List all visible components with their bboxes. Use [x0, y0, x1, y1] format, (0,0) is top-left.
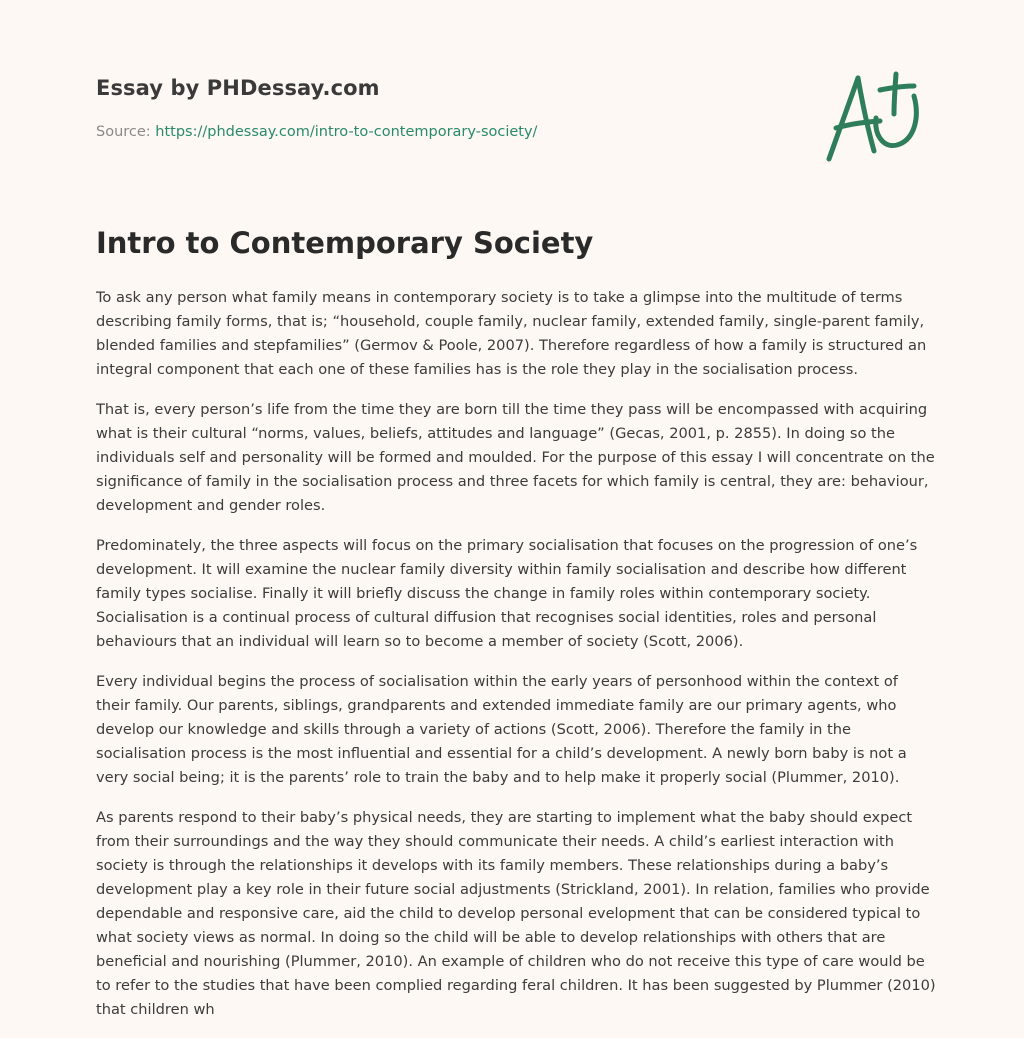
source-line	[96, 124, 537, 140]
essay-paragraph: That is, every person’s life from the time they are born till the time they pass will be encompassed with acquiring what is their cultural “norms, values, beliefs, attitudes and language” (Gecas, 2001, p. 2855). In doing so the individuals self and personality will be formed and moulded. For the purpose of this essay I will concentrate on the significance of family in the socialisation process and three facets for which family is central, they are: behaviour, development and gender roles.	[96, 401, 935, 514]
essay-paragraph: Predominately, the three aspects will focus on the primary socialisation that focuses on the progression of one’s development. It will examine the nuclear family diversity within family socialisation and describe how different family types socialise. Finally it will briefly discuss the change in family roles within contemporary society. Socialisation is a continual process of cultural diffusion that recognises social identities, roles and personal behaviours that an individual will learn so to become a member of society (Scott, 2006).	[96, 537, 918, 650]
site-title: Essay by PHDessay.com	[96, 76, 380, 100]
a-plus-grade-icon	[822, 66, 928, 166]
essay-paragraph: Every individual begins the process of socialisation within the early years of personhood within the context of their family. Our parents, siblings, grandparents and extended immediate family are our primary agents, who develop our knowledge and skills through a variety of actions (Scott, 2006). Therefore the family in the socialisation process is the most influential and essential for a child’s development. A newly born baby is not a very social being; it is the parents’ role to train the baby and to help make it properly social (Plummer, 2010).	[96, 673, 907, 786]
essay-paragraph: As parents respond to their baby’s physical needs, they are starting to implement what the baby should expect from their surroundings and the way they should communicate their needs. A child’s earliest interaction with society is through the relationships it develops with its family members. These relationships during a baby’s development play a key role in their future social adjustments (Strickland, 2001). In relation, families who provide dependable and responsive care, aid the child to develop personal evelopment that can be considered typical to what society views as normal. In doing so the child will be able to develop relationships with others that are beneficial and nourishing (Plummer, 2010). An example of children who do not receive this type of care would be to refer to the studies that have been complied regarding feral children. It has been suggested by Plummer (2010) that children wh	[96, 809, 936, 1018]
source-label: Source:	[96, 124, 151, 140]
essay-paragraph: To ask any person what family means in contemporary society is to take a glimpse into the multitude of terms describing family forms, that is; “household, couple family, nuclear family, extended family, single-parent family, blended families and stepfamilies” (Germov & Poole, 2007). Therefore regardless of how a family is structured an integral component that each one of these families has is the role they play in the socialisation process.	[96, 289, 927, 378]
essay-title: Intro to Contemporary Society	[96, 226, 594, 260]
essay-body	[96, 286, 936, 1038]
source-link[interactable]: https://phdessay.com/intro-to-contemporary-society/	[155, 124, 538, 140]
